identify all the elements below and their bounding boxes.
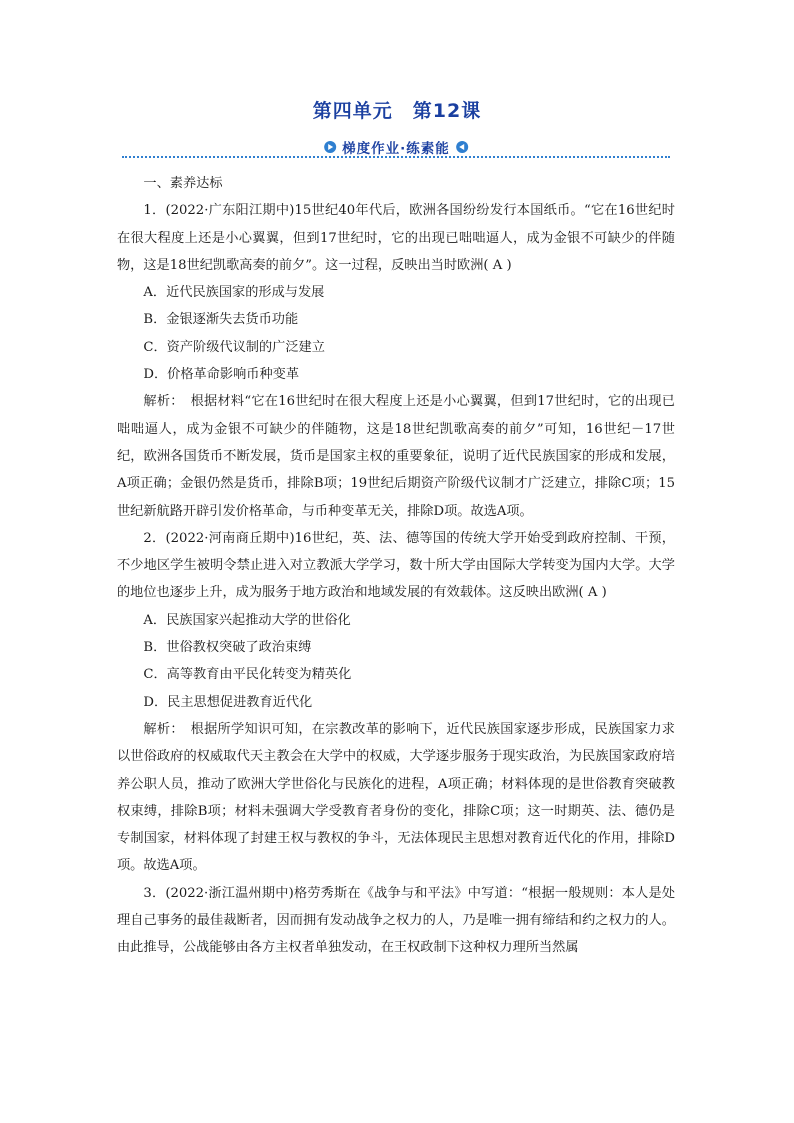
question-2-option-b: B．世俗教权突破了政治束缚 bbox=[143, 640, 312, 656]
question-2-option-d: D．民主思想促进教育近代化 bbox=[143, 694, 313, 710]
question-1-option-d: D．价格革命影响币种变革 bbox=[143, 367, 300, 383]
play-left-icon bbox=[456, 141, 468, 153]
question-2-stem: 2．(2022·河南商丘期中)16世纪，英、法、德等国的传统大学开始受到政府控制、干预，不少地区学生被明令禁止进入对立教派大学学习，数十所大学由国际大学转变为国内大学。大学的地位也逐步上升，成为服务于地方政治和地域发展的有效载体。这反映出欧洲( A ) bbox=[117, 530, 675, 601]
question-1-option-b: B．金银逐渐失去货币功能 bbox=[143, 312, 299, 328]
banner-label: 梯度作业·练素能 bbox=[342, 141, 450, 157]
section-heading: 一、素养达标 bbox=[143, 176, 223, 191]
question-1-option-c: C．资产阶级代议制的广泛建立 bbox=[143, 339, 325, 355]
page-title: 第四单元 第12课 bbox=[312, 100, 482, 122]
question-1-analysis: 解析： 根据材料“它在16世纪时在很大程度上还是小心翼翼，但到17世纪时，它的出现已咄咄逼人，成为金银不可缺少的伴随物，这是18世纪凯歌高奏的前夕”可知，16世纪－17世纪，欧洲各国货币不断发展，货币是国家主权的重要象征，说明了近代民族国家的形成和发展，A项正确；金银仍然是货币，排除B项；19世纪后期资产阶级代议制才广泛建立，排除C项；15世纪新航路开辟引发价格革命，与币种变革无关，排除D项。故选A项。 bbox=[117, 394, 675, 519]
content-body bbox=[117, 170, 675, 962]
question-1-stem: 1．(2022·广东阳江期中)15世纪40年代后，欧洲各国纷纷发行本国纸币。“它在16世纪时在很大程度上还是小心翼翼，但到17世纪时，它的出现已咄咄逼人，成为金银不可缺少的伴随物，这是18世纪凯歌高奏的前夕”。这一过程，反映出当时欧洲( A ) bbox=[117, 203, 675, 273]
question-2-option-a: A．民族国家兴起推动大学的世俗化 bbox=[143, 612, 351, 628]
question-2-option-c: C．高等教育由平民化转变为精英化 bbox=[143, 667, 352, 683]
banner-pill bbox=[314, 138, 478, 156]
question-2-analysis: 解析： 根据所学知识可知，在宗教改革的影响下，近代民族国家逐步形成，民族国家力求以世俗政府的权威取代天主教会在大学中的权威，大学逐步服务于现实政治，为民族国家政府培养公职人员，推动了欧洲大学世俗化与民族化的进程，A项正确；材料体现的是世俗教育突破教权束缚，排除B项；材料未强调大学受教育者身份的变化，排除C项；这一时期英、法、德仍是专制国家，材料体现了封建王权与教权的争斗，无法体现民主思想对教育近代化的作用，排除D项。故选A项。 bbox=[117, 721, 675, 874]
question-3-stem: 3．(2022·浙江温州期中)格劳秀斯在《战争与和平法》中写道：“根据一般规则：本人是处理自己事务的最佳裁断者，因而拥有发动战争之权力的人，乃是唯一拥有缔结和约之权力的人。由此推导，公战能够由各方主权者单独发动，在王权政制下这种权力理所当然属 bbox=[117, 885, 675, 956]
section-banner bbox=[122, 136, 670, 162]
play-right-icon bbox=[324, 141, 336, 153]
question-1-option-a: A．近代民族国家的形成与发展 bbox=[143, 285, 325, 301]
